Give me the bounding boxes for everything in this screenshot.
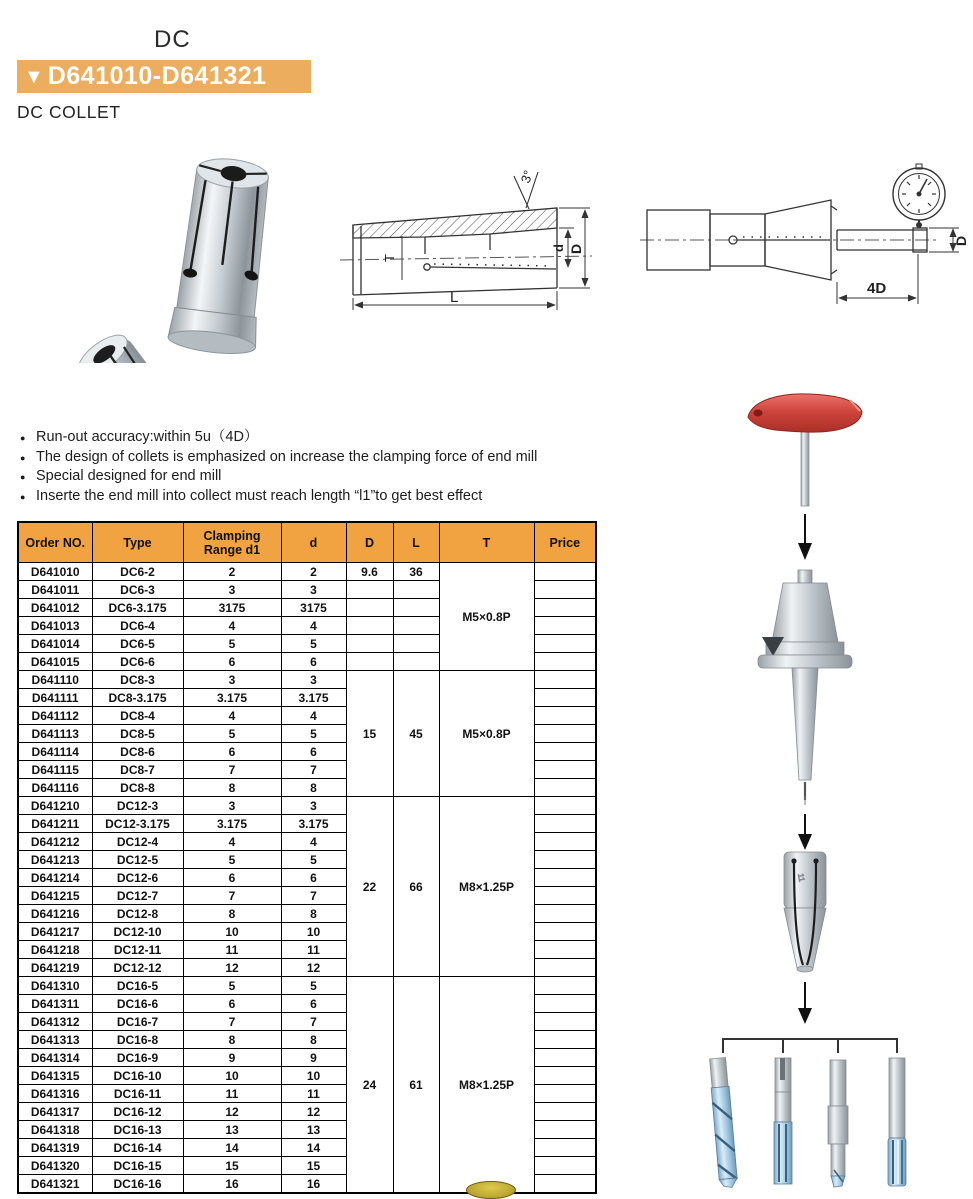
end-mill-stepped (828, 1060, 848, 1187)
cell-order-no: D641314 (18, 1049, 92, 1067)
cell-order-no: D641014 (18, 635, 92, 653)
label-d-small: d (551, 244, 566, 252)
cell-clamping-range: 7 (183, 761, 281, 779)
label-angle: 3° (517, 168, 537, 186)
cell-d: 3175 (281, 599, 346, 617)
cell-d: 3 (281, 797, 346, 815)
feature-item: ● Inserte the end mill into collect must reach length “l1”to get best effect (20, 487, 660, 507)
cell-order-no: D641216 (18, 905, 92, 923)
cell-L (393, 653, 439, 671)
cell-D: 9.6 (346, 563, 393, 581)
cell-clamping-range: 5 (183, 851, 281, 869)
cell-type: DC16-12 (92, 1103, 183, 1121)
cell-type: DC12-3.175 (92, 815, 183, 833)
cell-type: DC12-8 (92, 905, 183, 923)
cell-price (534, 707, 596, 725)
cell-order-no: D641321 (18, 1175, 92, 1194)
cell-type: DC16-5 (92, 977, 183, 995)
cell-type: DC12-11 (92, 941, 183, 959)
cell-d: 4 (281, 617, 346, 635)
cell-D (346, 617, 393, 635)
tool-holder (758, 570, 852, 805)
cell-L (393, 581, 439, 599)
cell-d: 3.175 (281, 815, 346, 833)
cell-price (534, 761, 596, 779)
cell-d: 6 (281, 869, 346, 887)
label-t: T (382, 254, 397, 262)
cell-D: 15 (346, 671, 393, 797)
cell-d: 8 (281, 905, 346, 923)
cell-price (534, 1013, 596, 1031)
cell-type: DC16-11 (92, 1085, 183, 1103)
cell-type: DC12-7 (92, 887, 183, 905)
down-arrow (798, 814, 812, 850)
cell-type: DC8-3.175 (92, 689, 183, 707)
cell-d: 11 (281, 941, 346, 959)
cell-price (534, 1103, 596, 1121)
cell-type: DC16-15 (92, 1157, 183, 1175)
section-drawing (330, 168, 635, 316)
cell-price (534, 635, 596, 653)
feature-item: ● The design of collets is emphasized on increase the clamping force of end mill (20, 448, 660, 468)
cell-clamping-range: 6 (183, 743, 281, 761)
cell-price (534, 671, 596, 689)
cell-order-no: D641310 (18, 977, 92, 995)
cell-price (534, 869, 596, 887)
table-row (18, 563, 596, 581)
cell-order-no: D641313 (18, 1031, 92, 1049)
cell-order-no: D641211 (18, 815, 92, 833)
cell-price (534, 617, 596, 635)
cell-price (534, 689, 596, 707)
cell-price (534, 1085, 596, 1103)
cell-order-no: D641317 (18, 1103, 92, 1121)
cell-order-no: D641012 (18, 599, 92, 617)
cell-type: DC16-13 (92, 1121, 183, 1139)
cell-d: 12 (281, 1103, 346, 1121)
col-d: d (281, 522, 346, 563)
cell-clamping-range: 9 (183, 1049, 281, 1067)
cell-clamping-range: 11 (183, 1085, 281, 1103)
cell-clamping-range: 3.175 (183, 689, 281, 707)
cell-clamping-range: 6 (183, 995, 281, 1013)
cell-clamping-range: 3175 (183, 599, 281, 617)
cell-T: M5×0.8P (439, 671, 534, 797)
cell-order-no: D641311 (18, 995, 92, 1013)
cell-order-no: D641111 (18, 689, 92, 707)
label-4d: 4D (867, 280, 887, 297)
cell-type: DC8-7 (92, 761, 183, 779)
cell-clamping-range: 7 (183, 1013, 281, 1031)
series-title: DC (154, 26, 191, 53)
label-runout-d: D (953, 235, 969, 246)
cell-d: 7 (281, 887, 346, 905)
cell-type: DC12-10 (92, 923, 183, 941)
cell-clamping-range: 2 (183, 563, 281, 581)
cell-d: 10 (281, 1067, 346, 1085)
cell-order-no: D641015 (18, 653, 92, 671)
cell-d: 15 (281, 1157, 346, 1175)
down-arrow (798, 514, 812, 560)
collet-product-photo (20, 135, 300, 363)
t-wrench (748, 394, 862, 506)
dial-indicator (893, 164, 945, 228)
cell-d: 9 (281, 1049, 346, 1067)
cell-clamping-range: 4 (183, 707, 281, 725)
table-header-row (18, 522, 596, 563)
cell-d: 8 (281, 779, 346, 797)
cell-D: 22 (346, 797, 393, 977)
cell-d: 8 (281, 1031, 346, 1049)
cell-d: 5 (281, 851, 346, 869)
table-row (18, 797, 596, 815)
end-mill-straight (774, 1058, 792, 1184)
cell-clamping-range: 10 (183, 923, 281, 941)
cell-order-no: D641115 (18, 761, 92, 779)
cell-T: M8×1.25P (439, 797, 534, 977)
cell-price (534, 887, 596, 905)
cell-order-no: D641217 (18, 923, 92, 941)
cell-price (534, 977, 596, 995)
cell-price (534, 815, 596, 833)
page-indicator (466, 1181, 516, 1199)
cell-clamping-range: 14 (183, 1139, 281, 1157)
cell-clamping-range: 8 (183, 779, 281, 797)
cell-order-no: D641312 (18, 1013, 92, 1031)
cell-order-no: D641110 (18, 671, 92, 689)
cell-price (534, 1139, 596, 1157)
end-mill-reamer (888, 1058, 906, 1186)
cell-D (346, 581, 393, 599)
cell-type: DC16-7 (92, 1013, 183, 1031)
cell-type: DC12-6 (92, 869, 183, 887)
cell-type: DC16-6 (92, 995, 183, 1013)
cell-D (346, 635, 393, 653)
cell-d: 6 (281, 653, 346, 671)
cell-type: DC6-5 (92, 635, 183, 653)
cell-d: 5 (281, 977, 346, 995)
spec-table (17, 521, 597, 1194)
cell-price (534, 1175, 596, 1194)
cell-order-no: D641011 (18, 581, 92, 599)
cell-order-no: D641218 (18, 941, 92, 959)
end-mill-drill (709, 1057, 738, 1188)
cell-price (534, 941, 596, 959)
cell-d: 7 (281, 761, 346, 779)
cell-clamping-range: 8 (183, 1031, 281, 1049)
label-length: L (450, 289, 459, 306)
page-subtitle: DC COLLET (17, 102, 121, 122)
cell-order-no: D641219 (18, 959, 92, 977)
cell-price (534, 833, 596, 851)
cell-d: 12 (281, 959, 346, 977)
feature-item: ● Special designed for end mill (20, 467, 660, 487)
cell-d: 13 (281, 1121, 346, 1139)
cell-type: DC8-4 (92, 707, 183, 725)
triangle-marker-icon: ▼ (24, 65, 44, 88)
collet-single (784, 852, 826, 972)
cell-D: 24 (346, 977, 393, 1194)
cell-price (534, 923, 596, 941)
cell-L: 61 (393, 977, 439, 1194)
cell-order-no: D641316 (18, 1085, 92, 1103)
cell-type: DC8-5 (92, 725, 183, 743)
cell-price (534, 851, 596, 869)
selection-bracket (723, 1039, 897, 1053)
svg-text:11: 11 (796, 872, 807, 883)
cell-type: DC6-3.175 (92, 599, 183, 617)
cell-clamping-range: 12 (183, 959, 281, 977)
cell-L (393, 617, 439, 635)
range-banner-label: D641010-D641321 (47, 62, 267, 90)
cell-T: M8×1.25P (439, 977, 534, 1194)
cell-order-no: D641010 (18, 563, 92, 581)
cell-order-no: D641113 (18, 725, 92, 743)
cell-order-no: D641013 (18, 617, 92, 635)
cell-order-no: D641315 (18, 1067, 92, 1085)
cell-d: 3.175 (281, 689, 346, 707)
cell-type: DC12-5 (92, 851, 183, 869)
cell-clamping-range: 6 (183, 869, 281, 887)
col-type: Type (92, 522, 183, 563)
centerline (340, 256, 592, 260)
range-banner (17, 60, 311, 93)
cell-clamping-range: 4 (183, 833, 281, 851)
cell-order-no: D641318 (18, 1121, 92, 1139)
cell-clamping-range: 3 (183, 797, 281, 815)
cell-price (534, 743, 596, 761)
cell-clamping-range: 16 (183, 1175, 281, 1194)
cell-type: DC8-3 (92, 671, 183, 689)
cell-d: 4 (281, 707, 346, 725)
cell-order-no: D641212 (18, 833, 92, 851)
cell-d: 3 (281, 671, 346, 689)
cell-d: 6 (281, 995, 346, 1013)
cell-L: 45 (393, 671, 439, 797)
cell-type: DC6-2 (92, 563, 183, 581)
cell-clamping-range: 12 (183, 1103, 281, 1121)
col-T: T (439, 522, 534, 563)
cell-clamping-range: 5 (183, 635, 281, 653)
cell-d: 2 (281, 563, 346, 581)
cell-type: DC12-12 (92, 959, 183, 977)
col-D: D (346, 522, 393, 563)
cell-type: DC16-16 (92, 1175, 183, 1194)
cell-type: DC6-4 (92, 617, 183, 635)
cell-d: 14 (281, 1139, 346, 1157)
cell-d: 16 (281, 1175, 346, 1194)
collet-upright (167, 154, 278, 357)
cell-clamping-range: 11 (183, 941, 281, 959)
cell-clamping-range: 3 (183, 581, 281, 599)
label-d-big: D (568, 243, 584, 254)
cell-type: DC16-14 (92, 1139, 183, 1157)
cell-price (534, 995, 596, 1013)
cell-price (534, 1049, 596, 1067)
cell-clamping-range: 10 (183, 1067, 281, 1085)
cell-d: 5 (281, 725, 346, 743)
feature-list (20, 428, 660, 506)
col-order-no: Order NO. (18, 522, 92, 563)
cell-clamping-range: 13 (183, 1121, 281, 1139)
cell-price (534, 1157, 596, 1175)
cell-clamping-range: 15 (183, 1157, 281, 1175)
cell-clamping-range: 3.175 (183, 815, 281, 833)
cell-L: 36 (393, 563, 439, 581)
cell-type: DC12-3 (92, 797, 183, 815)
cell-order-no: D641319 (18, 1139, 92, 1157)
feature-item: ● Run-out accuracy:within 5u（4D） (20, 428, 660, 448)
cell-d: 6 (281, 743, 346, 761)
cell-clamping-range: 6 (183, 653, 281, 671)
cell-price (534, 653, 596, 671)
assembly-sequence (700, 390, 973, 1189)
cell-d: 5 (281, 635, 346, 653)
cell-D (346, 599, 393, 617)
cell-price (534, 563, 596, 581)
cell-price (534, 1031, 596, 1049)
cell-d: 11 (281, 1085, 346, 1103)
cell-price (534, 797, 596, 815)
down-arrow (798, 982, 812, 1024)
cell-price (534, 959, 596, 977)
col-price: Price (534, 522, 596, 563)
cell-L (393, 599, 439, 617)
cell-type: DC16-10 (92, 1067, 183, 1085)
cell-clamping-range: 7 (183, 887, 281, 905)
cell-price (534, 1067, 596, 1085)
cell-d: 10 (281, 923, 346, 941)
cell-clamping-range: 8 (183, 905, 281, 923)
cell-order-no: D641214 (18, 869, 92, 887)
cell-type: DC8-6 (92, 743, 183, 761)
cell-clamping-range: 5 (183, 725, 281, 743)
cell-T: M5×0.8P (439, 563, 534, 671)
cell-order-no: D641320 (18, 1157, 92, 1175)
cell-price (534, 1121, 596, 1139)
cell-price (534, 599, 596, 617)
cell-order-no: D641112 (18, 707, 92, 725)
cell-type: DC8-8 (92, 779, 183, 797)
table-row (18, 671, 596, 689)
spec-table-body (18, 563, 596, 1194)
cell-order-no: D641114 (18, 743, 92, 761)
col-L: L (393, 522, 439, 563)
cell-d: 3 (281, 581, 346, 599)
cell-type: DC6-6 (92, 653, 183, 671)
cell-clamping-range: 4 (183, 617, 281, 635)
cell-d: 4 (281, 833, 346, 851)
cell-order-no: D641116 (18, 779, 92, 797)
cell-price (534, 905, 596, 923)
cell-price (534, 725, 596, 743)
cell-type: DC6-3 (92, 581, 183, 599)
cell-clamping-range: 5 (183, 977, 281, 995)
cell-D (346, 653, 393, 671)
col-clamping-range: Clamping Range d1 (183, 522, 281, 563)
cell-L: 66 (393, 797, 439, 977)
cell-order-no: D641213 (18, 851, 92, 869)
cell-order-no: D641215 (18, 887, 92, 905)
table-row (18, 977, 596, 995)
cell-price (534, 581, 596, 599)
cell-clamping-range: 3 (183, 671, 281, 689)
runout-drawing (635, 162, 970, 317)
cell-order-no: D641210 (18, 797, 92, 815)
cell-type: DC12-4 (92, 833, 183, 851)
cell-price (534, 779, 596, 797)
cell-type: DC16-9 (92, 1049, 183, 1067)
cell-L (393, 635, 439, 653)
cell-type: DC16-8 (92, 1031, 183, 1049)
cell-d: 7 (281, 1013, 346, 1031)
